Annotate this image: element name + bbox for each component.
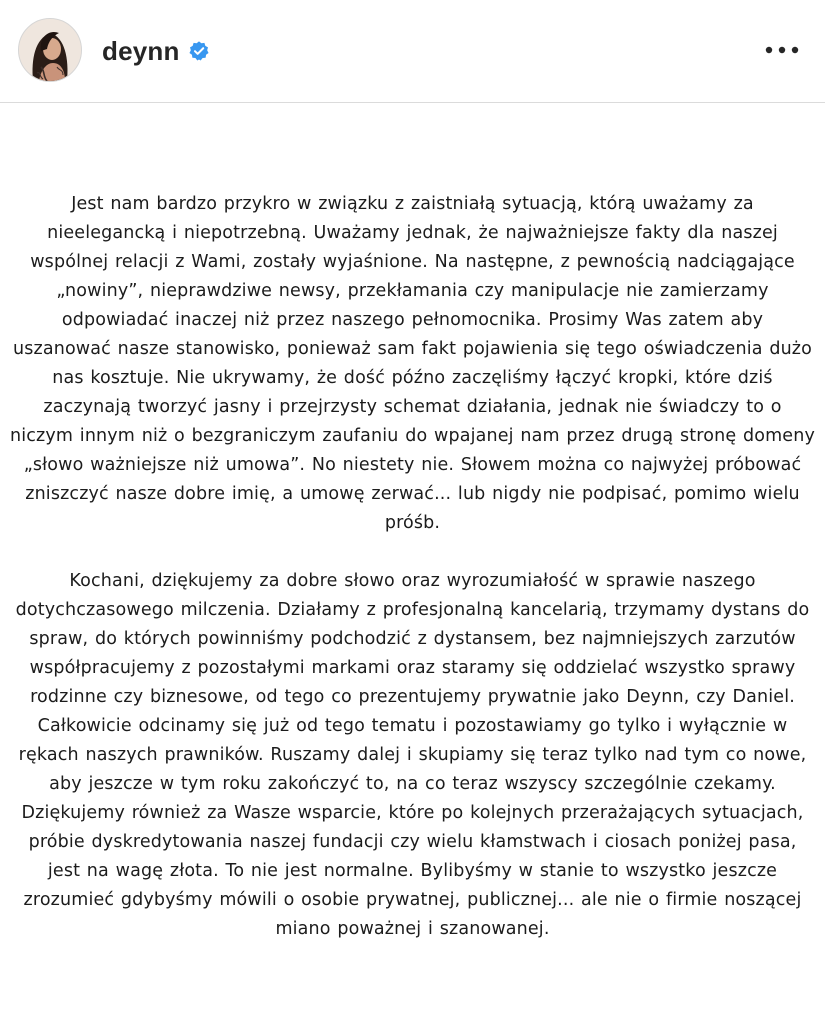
more-options-icon — [765, 46, 799, 54]
post-header — [0, 0, 825, 103]
avatar[interactable] — [18, 18, 82, 82]
statement-paragraph-1: Jest nam bardzo przykro w związku z zaistniałą sytuacją, którą uważamy za nieelegancką i niepotrzebną. Uważamy jednak, że najważniejsze fakty dla naszej wspólnej relacji z Wami, zostały wyjaśnione. Na następne, z pewnością nadciągające „nowiny”, nieprawdziwe newsy, przekłamania czy manipulacje nie zamierzamy odpowiadać inaczej niż przez naszego pełnomocnika. Prosimy Was zatem aby uszanować nasze stanowisko, ponieważ sam fakt pojawienia się tego oświadczenia dużo nas kosztuje. Nie ukrywamy, że dość późno zaczęliśmy łączyć kropki, które dziś zaczynają tworzyć jasny i przejrzysty schemat działania, jednak nie świadczy to o niczym innym niż o bezgraniczym zaufaniu do wpajanej nam przez drugą stronę domeny „słowo ważniejsze niż umowa”. No niestety nie. Słowem można co najwyżej próbować zniszczyć nasze dobre imię, a umowę zerwać... lub nigdy nie podpisać, pomimo wielu próśb. — [10, 194, 815, 533]
profile-photo-icon — [19, 19, 81, 81]
statement-paragraph-2: Kochani, dziękujemy za dobre słowo oraz wyrozumiałość w sprawie naszego dotychczasowego milczenia. Działamy z profesjonalną kancelarią, trzymamy dystans do spraw, do których powinniśmy podchodzić z dystansem, bez najmniejszych zarzutów współpracujemy z pozostałymi markami oraz staramy się oddzielać wszystko sprawy rodzinne czy biznesowe, od tego co prezentujemy prywatnie jako Deynn, czy Daniel. Całkowicie odcinamy się już od tego tematu i pozostawiamy go tylko i wyłącznie w rękach naszych prawników. Ruszamy dalej i skupiamy się teraz tylko nad tym co nowe, aby jeszcze w tym roku zakończyć to, na co teraz wszyscy szczególnie czekamy. Dziękujemy również za Wasze wsparcie, które po kolejnych przerażających sytuacjach, próbie dyskredytowania naszej fundacji czy wielu kłamstwach i ciosach poniżej pasa, jest na wagę złota. To nie jest normalne. Bylibyśmy w stanie to wszystko jeszcze zrozumieć gdybyśmy mówili o osobie prywatnej, publicznej... ale nie o firmie noszącej miano poważnej i szanowanej. — [15, 571, 810, 939]
username-link[interactable]: deynn — [102, 36, 180, 66]
statement-image-text — [0, 190, 825, 944]
username-row — [102, 32, 210, 70]
more-options-button[interactable] — [760, 36, 804, 64]
verified-badge-icon — [188, 40, 210, 62]
